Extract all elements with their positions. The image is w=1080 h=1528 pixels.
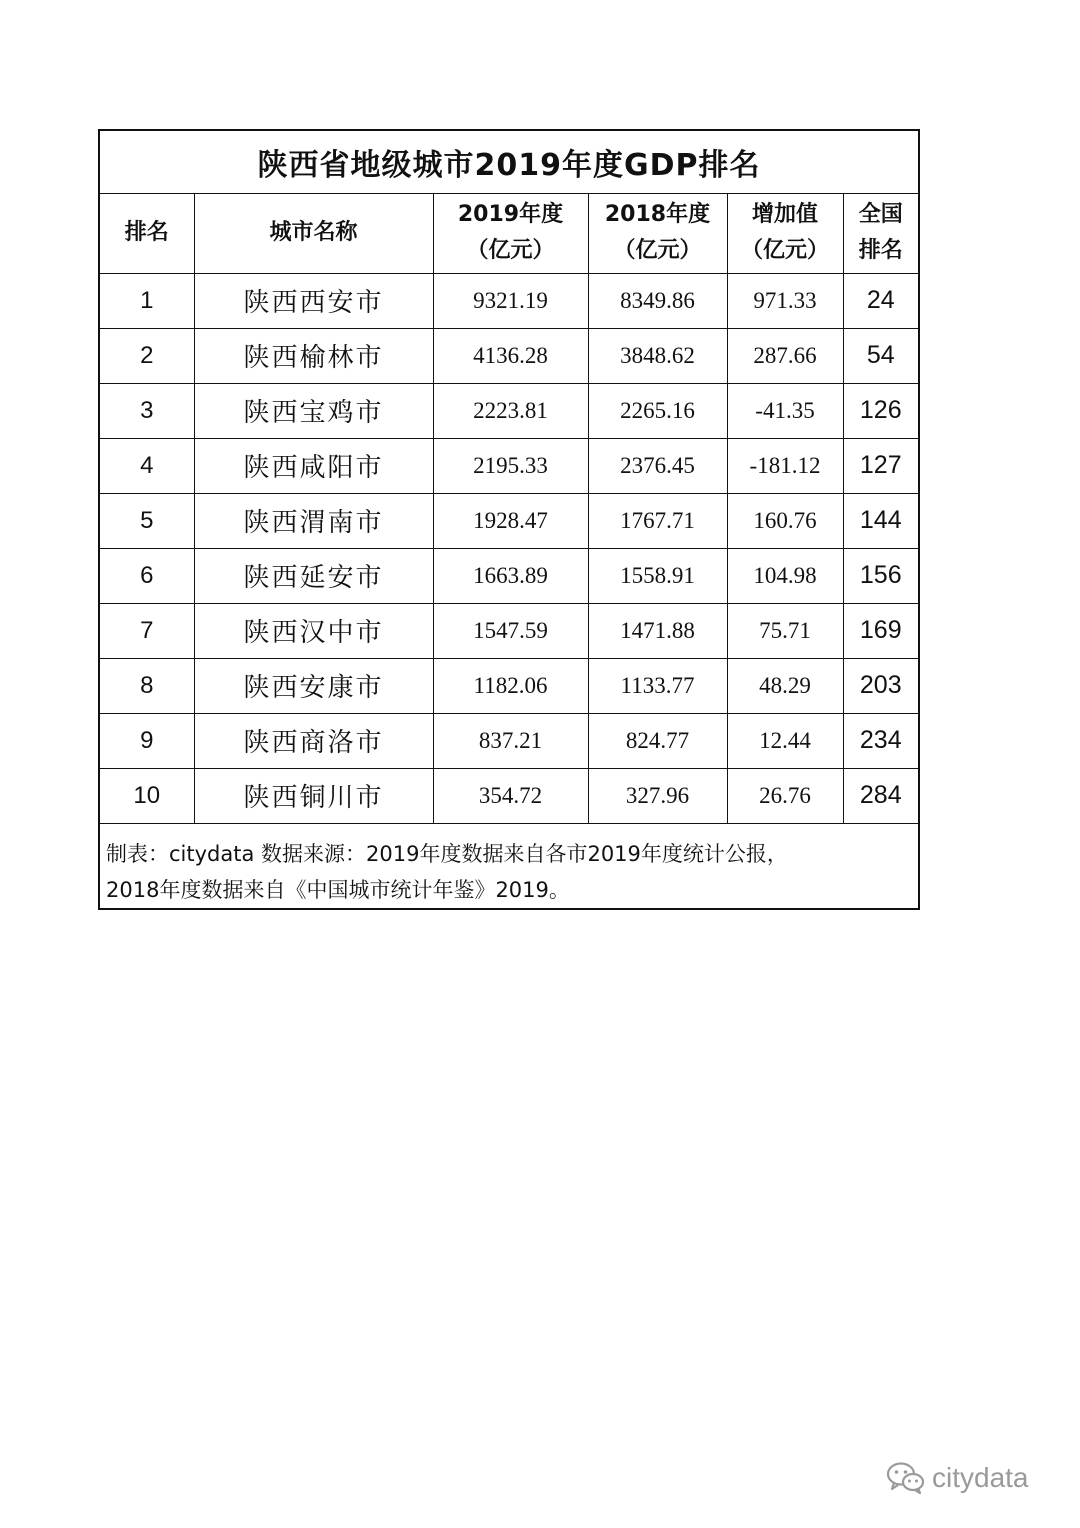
cell-gdp2018: 2265.16 (588, 383, 727, 438)
wechat-icon (886, 1460, 926, 1496)
cell-gdp2018: 327.96 (588, 768, 727, 823)
cell-rank: 9 (100, 713, 194, 768)
table-row (100, 548, 918, 603)
cell-city: 陕西安康市 (194, 658, 433, 713)
cell-city: 陕西汉中市 (194, 603, 433, 658)
cell-national-rank: 169 (843, 603, 918, 658)
cell-city: 陕西商洛市 (194, 713, 433, 768)
cell-rank: 5 (100, 493, 194, 548)
cell-gdp2018: 1767.71 (588, 493, 727, 548)
header-gdp2019: 2019年度 （亿元） (433, 193, 588, 273)
watermark (886, 1456, 1029, 1500)
cell-increase: 971.33 (727, 273, 843, 328)
cell-national-rank: 284 (843, 768, 918, 823)
table-row (100, 603, 918, 658)
cell-gdp2019: 9321.19 (433, 273, 588, 328)
cell-gdp2018: 3848.62 (588, 328, 727, 383)
table-title: 陕西省地级城市2019年度GDP排名 (100, 131, 918, 193)
source-note-line: 制表：citydata 数据来源：2019年度数据来自各市2019年度统计公报， (106, 842, 788, 867)
cell-increase: -41.35 (727, 383, 843, 438)
cell-national-rank: 234 (843, 713, 918, 768)
cell-increase: 12.44 (727, 713, 843, 768)
cell-city: 陕西榆林市 (194, 328, 433, 383)
cell-city: 陕西宝鸡市 (194, 383, 433, 438)
gdp-ranking-table (100, 131, 918, 921)
cell-gdp2018: 1471.88 (588, 603, 727, 658)
watermark-text: citydata (932, 1462, 1029, 1493)
header-gdp2018: 2018年度 （亿元） (588, 193, 727, 273)
cell-gdp2019: 837.21 (433, 713, 588, 768)
cell-national-rank: 203 (843, 658, 918, 713)
cell-gdp2018: 1558.91 (588, 548, 727, 603)
cell-national-rank: 24 (843, 273, 918, 328)
table-row (100, 713, 918, 768)
cell-rank: 6 (100, 548, 194, 603)
cell-rank: 4 (100, 438, 194, 493)
cell-gdp2019: 1547.59 (433, 603, 588, 658)
cell-rank: 1 (100, 273, 194, 328)
cell-city: 陕西铜川市 (194, 768, 433, 823)
cell-increase: -181.12 (727, 438, 843, 493)
cell-increase: 287.66 (727, 328, 843, 383)
cell-rank: 7 (100, 603, 194, 658)
cell-gdp2019: 2223.81 (433, 383, 588, 438)
title-row (100, 131, 918, 193)
cell-gdp2019: 354.72 (433, 768, 588, 823)
cell-national-rank: 144 (843, 493, 918, 548)
cell-rank: 3 (100, 383, 194, 438)
cell-gdp2019: 4136.28 (433, 328, 588, 383)
cell-gdp2018: 8349.86 (588, 273, 727, 328)
header-city: 城市名称 (194, 193, 433, 273)
cell-rank: 10 (100, 768, 194, 823)
table-row (100, 273, 918, 328)
cell-increase: 75.71 (727, 603, 843, 658)
cell-gdp2019: 1663.89 (433, 548, 588, 603)
source-note (100, 823, 918, 921)
cell-national-rank: 54 (843, 328, 918, 383)
cell-increase: 26.76 (727, 768, 843, 823)
cell-national-rank: 126 (843, 383, 918, 438)
cell-city: 陕西渭南市 (194, 493, 433, 548)
cell-rank: 8 (100, 658, 194, 713)
gdp-table-container (98, 129, 920, 910)
cell-gdp2018: 824.77 (588, 713, 727, 768)
table-row (100, 658, 918, 713)
cell-gdp2019: 1182.06 (433, 658, 588, 713)
table-row (100, 383, 918, 438)
header-increase: 增加值 （亿元） (727, 193, 843, 273)
cell-city: 陕西咸阳市 (194, 438, 433, 493)
cell-gdp2019: 1928.47 (433, 493, 588, 548)
cell-city: 陕西延安市 (194, 548, 433, 603)
cell-city: 陕西西安市 (194, 273, 433, 328)
source-note-line: 2018年度数据来自《中国城市统计年鉴》2019。 (106, 878, 570, 903)
header-row (100, 193, 918, 273)
header-national-rank: 全国 排名 (843, 193, 918, 273)
table-row (100, 328, 918, 383)
cell-increase: 160.76 (727, 493, 843, 548)
cell-gdp2018: 1133.77 (588, 658, 727, 713)
cell-rank: 2 (100, 328, 194, 383)
header-rank: 排名 (100, 193, 194, 273)
cell-increase: 104.98 (727, 548, 843, 603)
cell-national-rank: 156 (843, 548, 918, 603)
cell-national-rank: 127 (843, 438, 918, 493)
note-row (100, 823, 918, 921)
table-row (100, 493, 918, 548)
cell-gdp2018: 2376.45 (588, 438, 727, 493)
table-row (100, 438, 918, 493)
cell-increase: 48.29 (727, 658, 843, 713)
cell-gdp2019: 2195.33 (433, 438, 588, 493)
table-row (100, 768, 918, 823)
